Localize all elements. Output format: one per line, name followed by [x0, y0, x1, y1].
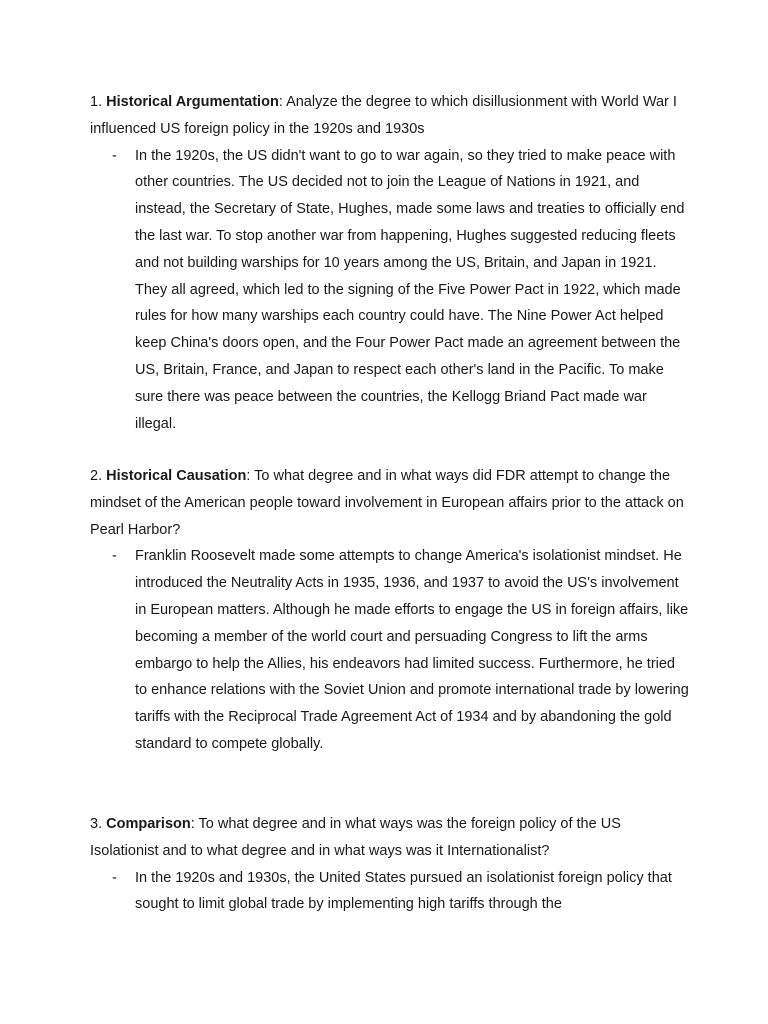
answer-paragraph — [90, 143, 690, 438]
answer-paragraph — [90, 865, 690, 919]
question-prompt — [90, 811, 690, 865]
question-text: : To what degree and in what ways was the foreign policy of the US Isolationist and to what degree and in what ways was it Internationalist? — [90, 816, 621, 859]
question-number: 3. — [90, 816, 103, 832]
question-text: : To what degree and in what ways did FDR attempt to change the mindset of the American people toward involvement in European affairs prior to the attack on Pearl Harbor? — [90, 468, 684, 538]
question-prompt — [90, 89, 690, 143]
question-number: 1. — [90, 94, 103, 110]
bullet-dash: - — [112, 548, 117, 565]
question-section-3 — [90, 811, 690, 918]
question-prompt — [90, 463, 690, 543]
bullet-dash: - — [112, 869, 117, 886]
question-text: : Analyze the degree to which disillusionment with World War I influenced US foreign policy in the 1920s and 1930s — [90, 94, 677, 137]
question-section-2 — [90, 463, 690, 758]
answer-text: In the 1920s and 1930s, the United States pursued an isolationist foreign policy that sought to limit global trade by implementing high tariffs through the — [135, 869, 672, 913]
question-number: 2. — [90, 468, 103, 484]
question-term: Historical Argumentation — [106, 94, 279, 110]
answer-text: In the 1920s, the US didn't want to go to war again, so they tried to make peace with other countries. The US decided not to join the League of Nations in 1921, and instead, the Secretary of State, Hughes, made some laws and treaties to officially end the last war. To stop another war from happening, Hughes suggested reducing fleets and not building warships for 10 years among the US, Britain, and Japan in 1921. They all agreed, which led to the signing of the Five Power Pact in 1922, which made rules for how many warships each country could have. The Nine Power Act helped keep China's doors open, and the Four Power Pact made an agreement between the US, Britain, France, and Japan to respect each other's land in the Pacific. To make sure there was peace between the countries, the Kellogg Briand Pact made war illegal. — [135, 147, 685, 432]
answer-text: Franklin Roosevelt made some attempts to change America's isolationist mindset. He introduced the Neutrality Acts in 1935, 1936, and 1937 to avoid the US's involvement in European matters. Although he made efforts to engage the US in foreign affairs, like becoming a member of the world court and persuading Congress to lift the arms embargo to help the Allies, his endeavors had limited success. Furthermore, he tried to enhance relations with the Soviet Union and promote international trade by lowering tariffs with the Reciprocal Trade Agreement Act of 1934 and by abandoning the gold standard to compete globally. — [135, 548, 689, 752]
question-section-1 — [90, 89, 690, 437]
question-term: Historical Causation — [106, 468, 247, 484]
answer-paragraph — [90, 543, 690, 757]
bullet-dash: - — [112, 147, 117, 164]
question-term: Comparison — [106, 816, 191, 832]
